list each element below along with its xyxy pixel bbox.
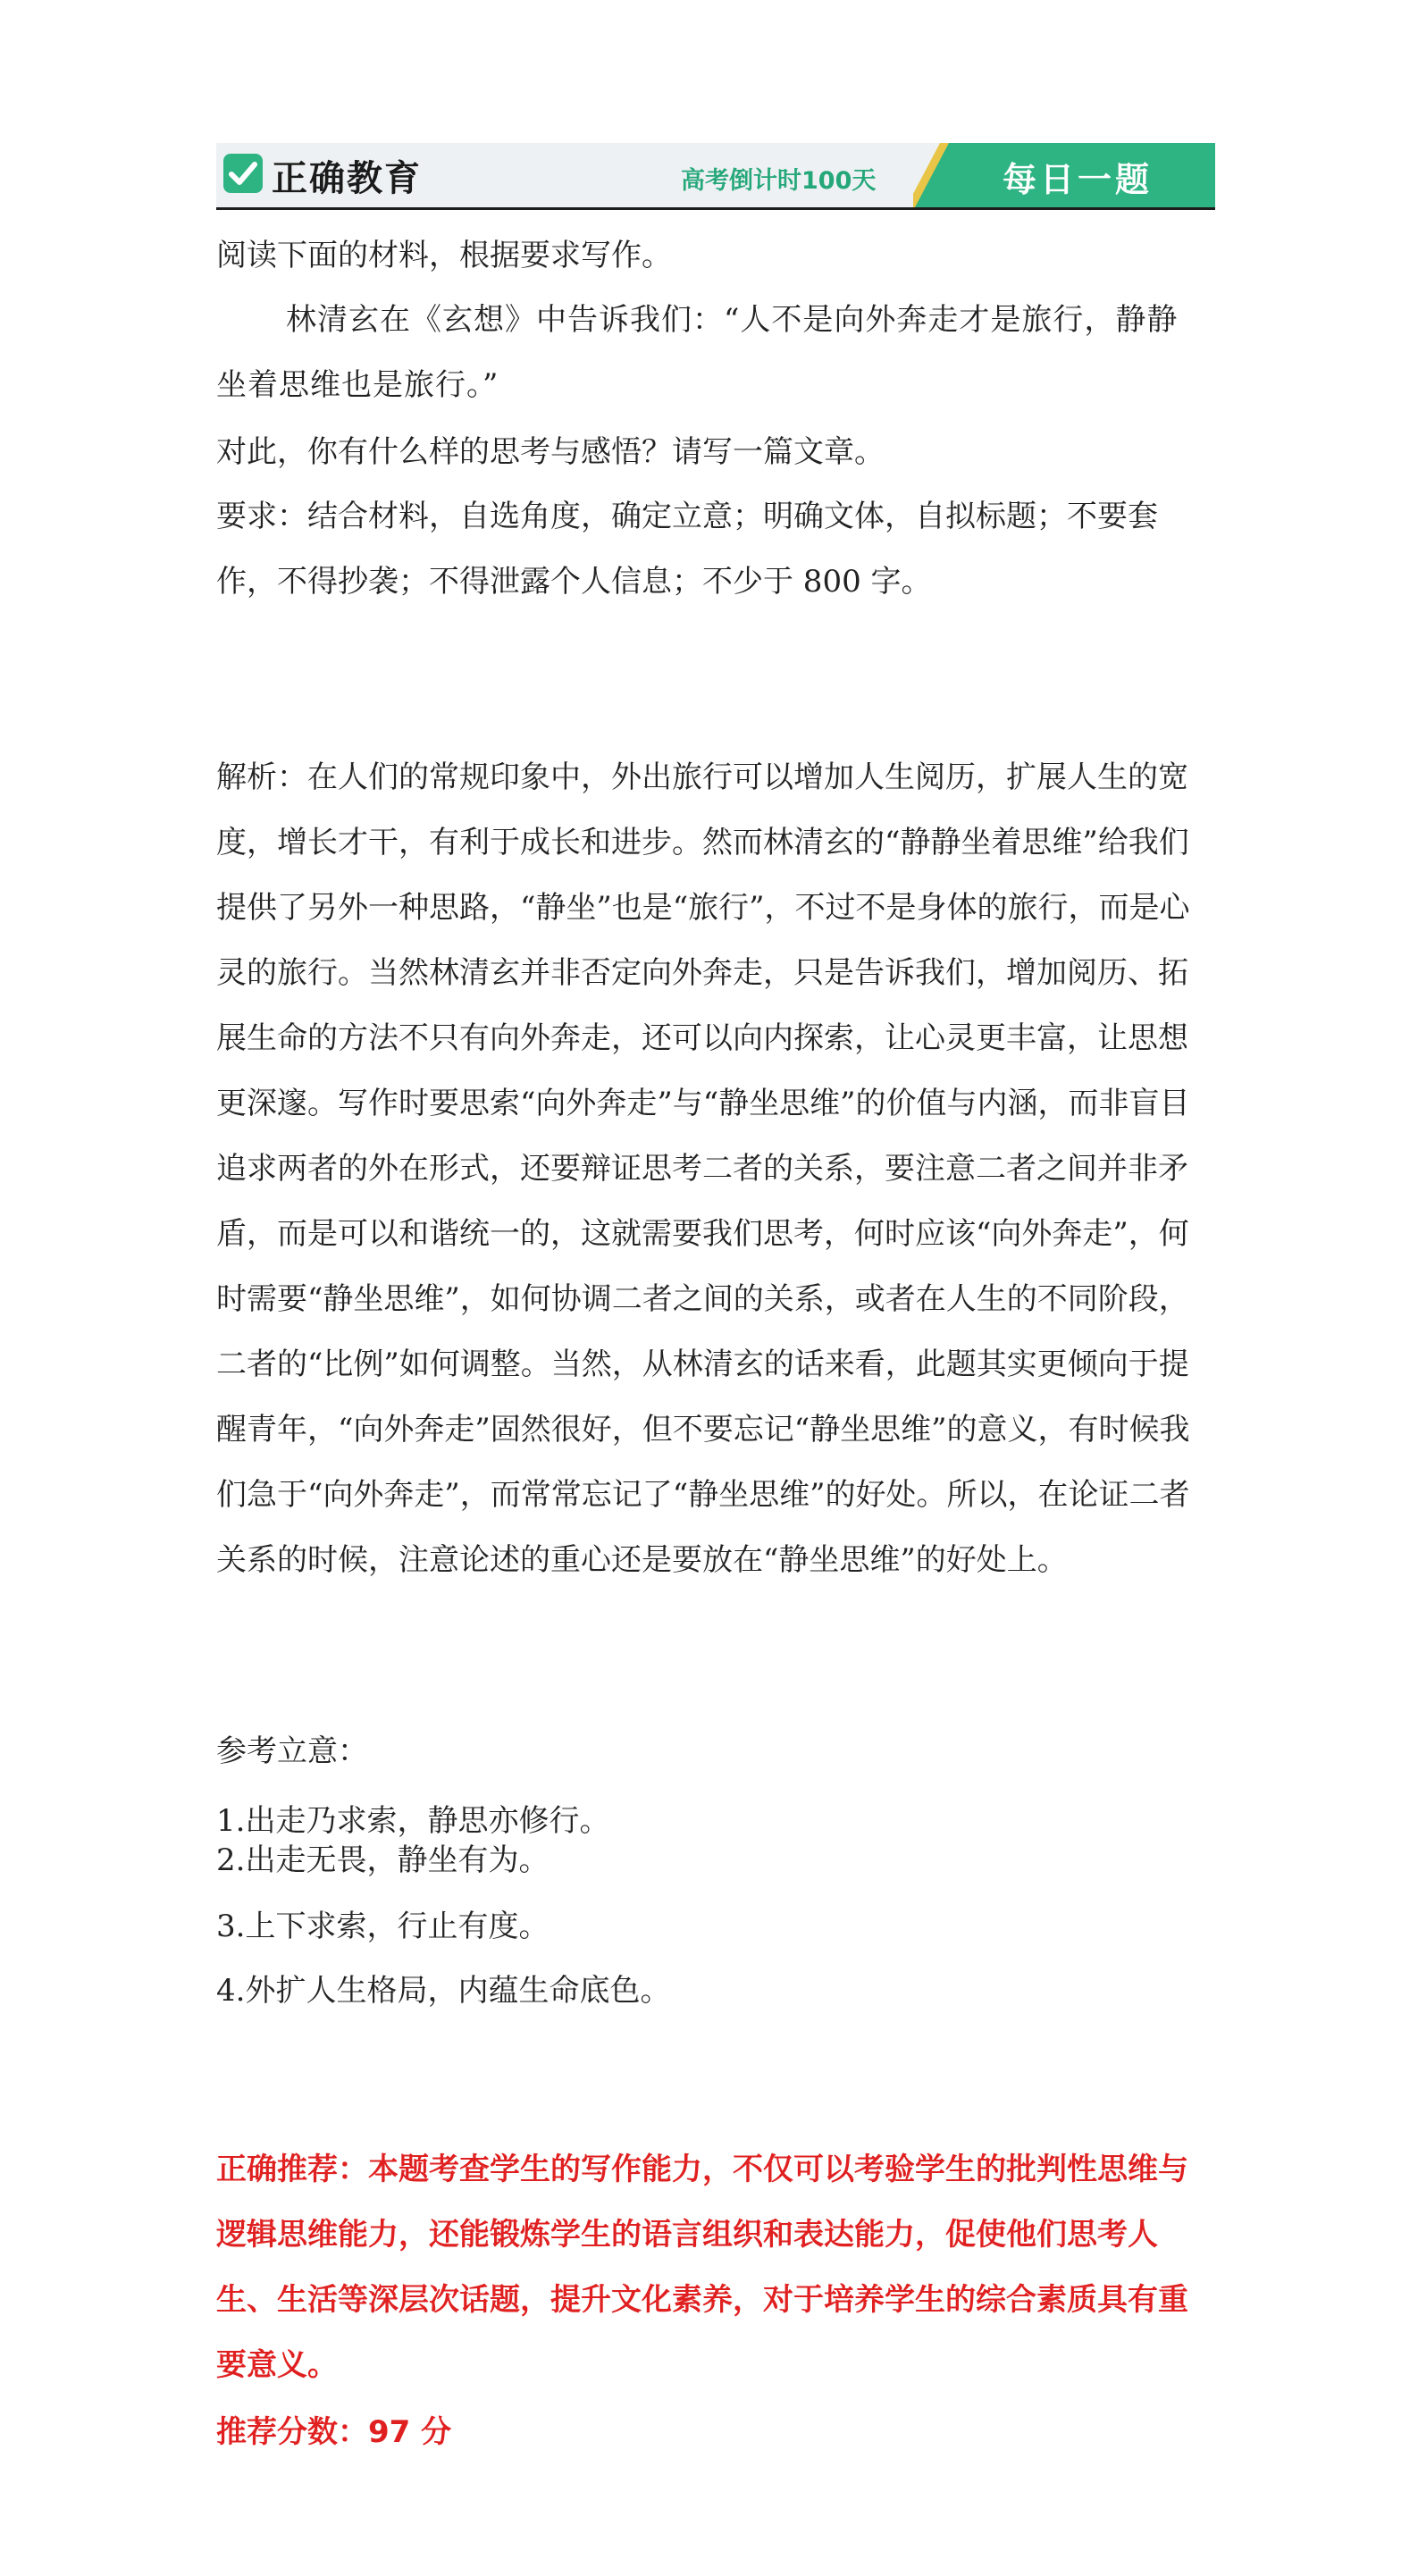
instruction-text: 阅读下面的材料，根据要求写作。 <box>216 238 672 273</box>
daily-question-title: 每日一题 <box>1003 160 1154 199</box>
recommendation-text: 正确推荐：本题考查学生的写作能力，不仅可以考验学生的批判性思维与逻辑思维能力，还能锻炼学生的语言组织和表达能力，促使他们思考人生、生活等深层次话题，提升文化素养，对于培养学生的综合素质具有重要意义。 <box>216 2152 1188 2383</box>
reference-title: 参考立意： <box>216 1733 368 1769</box>
reference-option-4: 4.外扩人生格局，内蕴生命底色。 <box>216 1973 671 2009</box>
material-quote: 林清玄在《玄想》中告诉我们：“人不是向外奔走才是旅行，静静坐着思维也是旅行。” <box>216 302 1179 403</box>
countdown-label: 高考倒计时100天 <box>681 167 877 195</box>
brand-name: 正确教育 <box>272 158 422 199</box>
question-text: 对此，你有什么样的思考与感悟？请写一篇文章。 <box>216 434 885 470</box>
reference-option-3: 3.上下求索，行止有度。 <box>216 1909 550 1944</box>
header-banner <box>216 143 1215 207</box>
check-logo-icon <box>223 154 263 193</box>
recommendation-score: 推荐分数：97 分 <box>216 2414 452 2450</box>
analysis-body: 解析：在人们的常规印象中，外出旅行可以增加人生阅历，扩展人生的宽度，增长才干，有利于成长和进步。然而林清玄的“静静坐着思维”给我们提供了另外一种思路，“静坐”也是“旅行”，不过不是身体的旅行，而是心灵的旅行。当然林清玄并非否定向外奔走，只是告诉我们，增加阅历、拓展生命的方法不只有向外奔走，还可以向内探索，让心灵更丰富，让思想更深邃。写作时要思索“向外奔走”与“静坐思维”的价值与内涵，而非盲目追求两者的外在形式，还要辩证思考二者的关系，要注意二者之间并非矛盾，而是可以和谐统一的，这就需要我们思考，何时应该“向外奔走”，何时需要“静坐思维”，如何协调二者之间的关系，或者在人生的不同阶段，二者的“比例”如何调整。当然，从林清玄的话来看，此题其实更倾向于提醒青年，“向外奔走”固然很好，但不要忘记“静坐思维”的意义，有时候我们急于“向外奔走”，而常常忘记了“静坐思维”的好处。所以，在论证二者关系的时候，注意论述的重心还是要放在“静坐思维”的好处上。 <box>216 759 1190 1578</box>
header-divider <box>216 207 1215 210</box>
reference-option-1: 1.出走乃求索，静思亦修行。 <box>216 1803 610 1839</box>
reference-option-2: 2.出走无畏，静坐有为。 <box>216 1842 550 1878</box>
requirements-text: 要求：结合材料，自选角度，确定立意；明确文体，自拟标题；不要套作，不得抄袭；不得泄露个人信息；不少于 800 字。 <box>216 499 1158 600</box>
